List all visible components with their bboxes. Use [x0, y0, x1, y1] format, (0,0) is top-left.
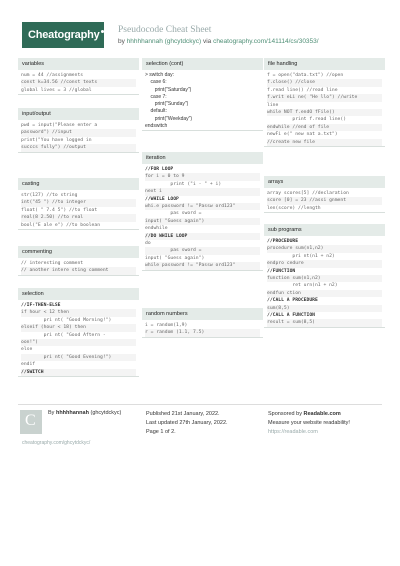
- sponsor-url[interactable]: https://readable.com: [268, 429, 318, 435]
- section-sub-programs: [264, 224, 385, 328]
- code-line: pri nt(n1 + n2): [267, 253, 335, 259]
- section-heading: selection (cont): [142, 58, 263, 70]
- byline-via: via: [202, 38, 212, 45]
- code-line: endwhile: [145, 226, 168, 232]
- section-heading: input/output: [18, 108, 139, 120]
- section-iteration: [142, 152, 263, 271]
- sponsor-tagline: Measure your website readability!: [268, 420, 350, 426]
- code-line: case 7:: [145, 93, 167, 100]
- code-line: pwd = input("Please enter a: [21, 123, 98, 128]
- section-heading: arrays: [264, 176, 385, 188]
- code-line: line: [267, 102, 279, 108]
- code-line: // another intere sting comment: [21, 267, 136, 274]
- section-arrays: [264, 176, 385, 213]
- code-line: //CALL A PROCEDURE: [267, 298, 318, 304]
- page-title: Pseudocode Cheat Sheet: [118, 25, 212, 35]
- code-line: input( "Guess again"): [145, 255, 205, 261]
- section-body: [18, 120, 139, 152]
- code-line: str(127) //to string: [21, 193, 78, 198]
- code-line: f.writ eLi ne( "He llo") //write: [267, 94, 382, 101]
- section-variables: [18, 58, 139, 95]
- code-line: password") //input: [21, 129, 136, 136]
- author-avatar: C: [20, 410, 42, 434]
- sheet-url-link[interactable]: cheatography.com/141114/cs/30353/: [213, 38, 319, 45]
- section-commenting: [18, 246, 139, 276]
- code-line: pas sword =: [145, 211, 202, 217]
- code-line: int("45 ") //to integer: [21, 199, 136, 206]
- page-count: Page 1 of 2.: [146, 429, 176, 435]
- footer-sponsor: [268, 410, 350, 437]
- section-body: [142, 70, 263, 130]
- code-line: bool("E ale e") //to boolean: [21, 222, 101, 228]
- footer-author-handle: (ghcytdckyc): [90, 410, 122, 416]
- page-header: [0, 16, 400, 52]
- code-line: num = 44 //assignments: [21, 73, 84, 78]
- code-line: endif: [21, 362, 36, 368]
- section-body: [264, 236, 385, 327]
- code-line: next i: [145, 188, 260, 195]
- code-line: print("Saturday"): [145, 86, 192, 93]
- sponsor-link[interactable]: Readable.com: [303, 411, 341, 417]
- code-line: for i = 0 to 9: [145, 173, 260, 180]
- code-line: real(8 2.50) //to real: [21, 214, 136, 221]
- footer-publication: [146, 410, 228, 437]
- section-file-handling: [264, 58, 385, 147]
- code-line: score [0] = 23 //assi gnment: [267, 197, 382, 204]
- section-body: [18, 300, 139, 376]
- code-line: r = random (1.1, 7.5): [145, 329, 260, 336]
- author-link[interactable]: hhhhhannah (ghcytdckyc): [126, 38, 202, 45]
- code-line: print("Sunday"): [145, 101, 189, 108]
- code-line: //CALL A FUNCTION: [267, 313, 315, 319]
- footer-author-link[interactable]: cheatography.com/ghcytdckyc/: [22, 440, 91, 446]
- code-line: f.close() //close: [267, 79, 382, 86]
- section-body: [142, 164, 263, 270]
- code-line: i = random(1,9): [145, 323, 188, 328]
- code-line: //IF-THEN-ELSE: [21, 303, 61, 308]
- code-line: endswitch: [145, 123, 168, 130]
- code-line: pas sword =: [145, 247, 260, 254]
- code-line: const k=34.56 //const texts: [21, 79, 136, 86]
- code-line: pri nt( "Good Evening!"): [21, 354, 136, 361]
- code-line: //create new file: [267, 139, 382, 146]
- section-body: [18, 190, 139, 229]
- section-casting: [18, 178, 139, 230]
- code-line: len(score) //length: [267, 205, 321, 211]
- code-line: print("Weekday"): [145, 115, 193, 122]
- page-footer: [18, 404, 382, 446]
- code-line: pri nt( "Good Morning!"): [21, 317, 112, 323]
- code-line: float( " 7.4 5") //to float: [21, 207, 98, 213]
- code-line: newFi e(" new nat a.txt"): [267, 132, 338, 138]
- section-body: [18, 258, 139, 275]
- code-line: endwhile //end of file: [267, 124, 382, 131]
- code-line: print f.read line(): [267, 117, 347, 123]
- byline-by: by: [118, 38, 125, 45]
- updated-date: Last updated 27th January, 2022.: [146, 420, 228, 426]
- code-line: endpro cedure: [267, 260, 382, 267]
- code-line: endfun ction: [267, 290, 382, 297]
- section-heading: casting: [18, 178, 139, 190]
- code-line: //SWITCH: [21, 369, 136, 376]
- section-heading: sub programs: [264, 224, 385, 236]
- code-line: // interesting comment: [21, 261, 84, 266]
- footer-author-name[interactable]: hhhhhannah: [55, 410, 89, 416]
- code-line: oon!"): [21, 339, 136, 346]
- code-line: pri nt( "Good Aftern -: [21, 332, 106, 338]
- code-line: function sum(n1,n2): [267, 275, 382, 282]
- code-line: f = open("data.txt") //open: [267, 73, 344, 78]
- code-line: print("You have logged in: [21, 137, 92, 143]
- code-line: print ("i - " + i): [145, 181, 222, 187]
- section-input-output: [18, 108, 139, 153]
- code-line: whi.e password != "Passw ord123": [145, 203, 260, 210]
- footer-author: [48, 410, 121, 416]
- published-date: Published 21st January, 2022.: [146, 411, 220, 417]
- section-body: [18, 70, 139, 94]
- section-heading: commenting: [18, 246, 139, 258]
- cheatography-logo[interactable]: Cheatography: [22, 22, 104, 48]
- footer-by: By: [48, 410, 55, 416]
- code-line: while NOT f.endO fFile(): [267, 109, 382, 116]
- sponsor-pre: Sponsored by: [268, 411, 302, 417]
- section-heading: random numbers: [142, 308, 263, 320]
- code-line: f.read line() //read line: [267, 87, 338, 93]
- code-line: do: [145, 241, 151, 247]
- code-line: while password != "Passw ord123": [145, 262, 260, 269]
- section-heading: file handling: [264, 58, 385, 70]
- code-line: //DO WHILE LOOP: [145, 233, 260, 240]
- code-line: input( "Guess again"): [145, 218, 260, 225]
- sponsor-line: [268, 410, 350, 419]
- code-line: case 6:: [145, 79, 167, 86]
- section-heading: variables: [18, 58, 139, 70]
- code-line: //PROCEDURE: [267, 239, 299, 244]
- section-heading: selection: [18, 288, 139, 300]
- code-line: succcs fully") //output: [21, 144, 136, 151]
- byline: [118, 38, 319, 45]
- code-line: result = sum(8,5): [267, 319, 382, 326]
- code-line: > switch day:: [145, 72, 175, 78]
- section-heading: iteration: [142, 152, 263, 164]
- section-selection-cont: [142, 58, 263, 131]
- section-body: [264, 188, 385, 212]
- code-line: elseif (hour < 18) then: [21, 324, 136, 331]
- code-line: else: [21, 347, 33, 353]
- code-line: default:: [145, 108, 167, 115]
- section-selection: [18, 288, 139, 377]
- code-line: //FOR LOOP: [145, 167, 174, 172]
- code-line: array scores[5] //declaration: [267, 191, 349, 196]
- section-body: [142, 320, 263, 337]
- code-line: global lives = 3 //global: [21, 87, 92, 93]
- code-line: //WHILE LOOP: [145, 196, 179, 202]
- code-line: ret urn(n1 + n2): [267, 283, 338, 289]
- code-line: procedure sum(n1,n2): [267, 245, 382, 252]
- code-line: sum(8,5): [267, 305, 382, 312]
- section-random-numbers: [142, 308, 263, 338]
- code-line: //FUNCTION: [267, 268, 296, 274]
- section-body: [264, 70, 385, 146]
- code-line: if hour < 12 then: [21, 309, 136, 316]
